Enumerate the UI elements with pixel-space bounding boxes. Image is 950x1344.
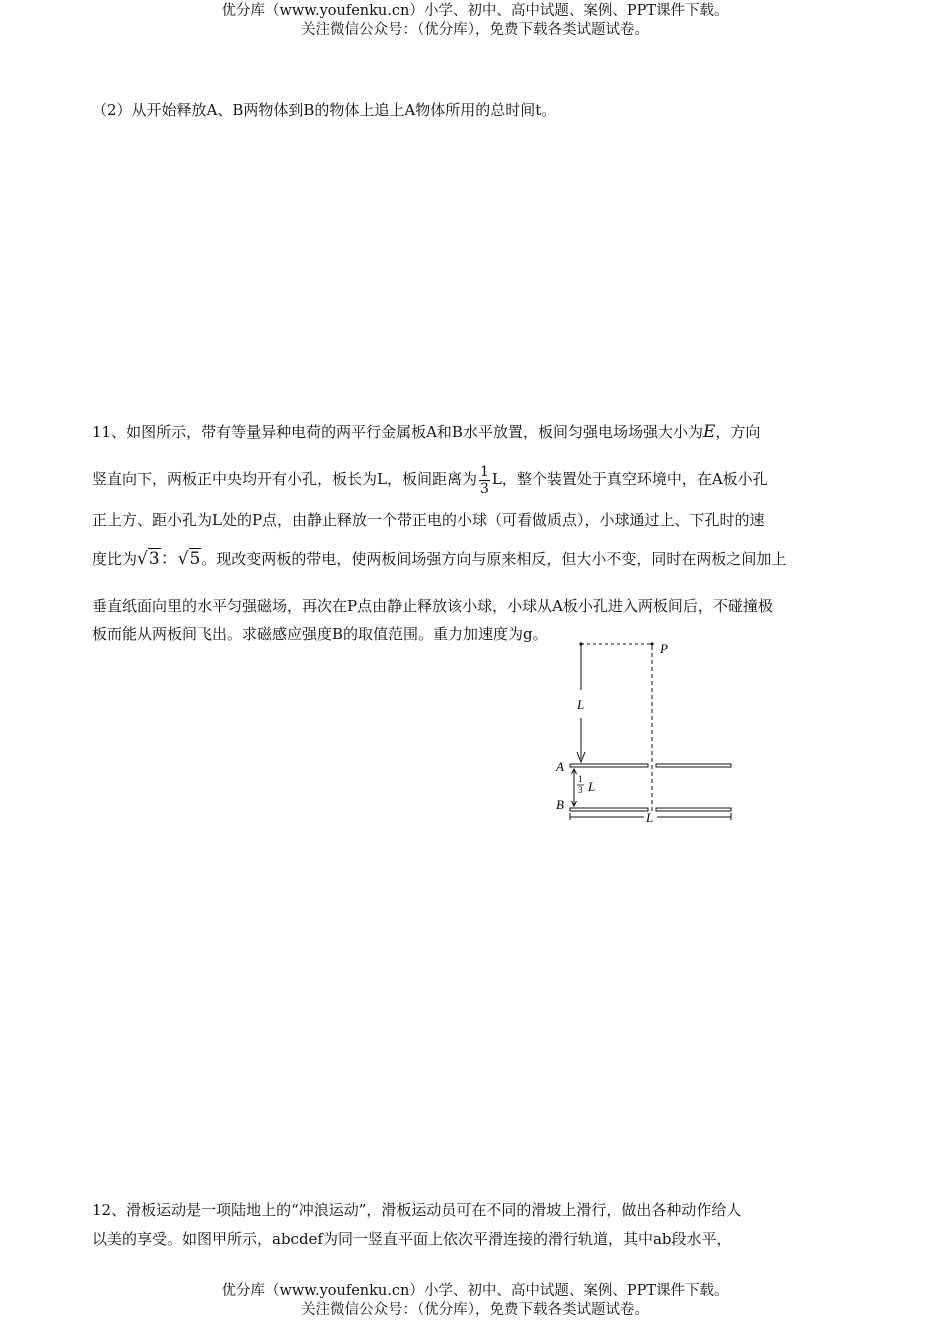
velocity-ratio: √3：√5 [137,549,201,569]
q12-line-2: 以美的享受。如图甲所示，abcdef为同一竖直平面上依次平滑连接的滑行轨道，其中ab段水平， [92,1230,732,1248]
q11-line-2-text: 竖直向下，两板正中央均开有小孔，板长为L，板间距离为 [92,470,477,488]
gap-fraction-num: 1 [578,774,583,784]
gap-fraction-den: 3 [578,785,583,795]
q11-line-2-tail: L，整个装置处于真空环境中，在A板小孔 [491,470,768,488]
page-header [0,2,950,40]
header-line-1: 优分库（www.youfenku.cn）小学、初中、高中试题、案例、PPT课件下载。 [221,3,729,19]
plate-b-right [656,808,731,811]
page-footer [0,1282,950,1320]
q11-line-2 [92,460,862,498]
label-l-vertical: L [577,697,585,712]
q11-line-4-tail: 。现改变两板的带电，使两板间场强方向与原来相反，但大小不变，同时在两板之间加上 [201,550,787,568]
one-third-fraction [479,464,490,497]
footer-line-1: 优分库（www.youfenku.cn）小学、初中、高中试题、案例、PPT课件下载。 [221,1283,729,1299]
header-line-2: 关注微信公众号：（优分库），免费下载各类试题试卷。 [301,22,649,38]
label-bottom-l: L [646,810,654,825]
plate-a-left [570,764,648,767]
fraction-denominator: 3 [479,480,489,497]
q11-line-1 [92,421,862,443]
q11-line-1-tail: ，方向 [715,423,761,441]
label-a: A [556,759,564,774]
label-p: P [660,641,668,656]
label-b: B [556,797,564,812]
q11-line-1-text: 11、如图所示，带有等量异种电荷的两平行金属板A和B水平放置，板间匀强电场场强大小为 [92,423,703,441]
plate-a-right [656,764,731,767]
fraction-numerator: 1 [479,463,489,480]
q11-line-3: 正上方、距小孔为L处的P点，由静止释放一个带正电的小球（可看做质点），小球通过上、下孔时的速 [92,511,765,529]
label-gap-l: L [588,779,596,794]
q11-line-4-text: 度比为 [92,550,138,568]
plates-figure [552,636,742,826]
q11-line-5: 垂直纸面向里的水平匀强磁场，再次在P点由静止释放该小球，小球从A板小孔进入两板间后，不碰撞极 [92,597,773,615]
q12-line-1: 12、滑板运动是一项陆地上的“冲浪运动”，滑板运动员可在不同的滑坡上滑行，做出各种动作给人 [92,1201,742,1219]
footer-line-2: 关注微信公众号：（优分库），免费下载各类试题试卷。 [301,1302,649,1318]
point-p-dot [650,642,653,645]
field-strength-symbol: E [702,422,716,442]
q11-line-6: 板而能从两板间飞出。求磁感应强度B的取值范围。重力加速度为g。 [92,625,548,643]
q11-line-4 [92,544,862,574]
question-10-part-2: （2）从开始释放A、B两物体到B的物体上追上A物体所用的总时间t。 [92,101,557,119]
plate-b-left [570,808,648,811]
